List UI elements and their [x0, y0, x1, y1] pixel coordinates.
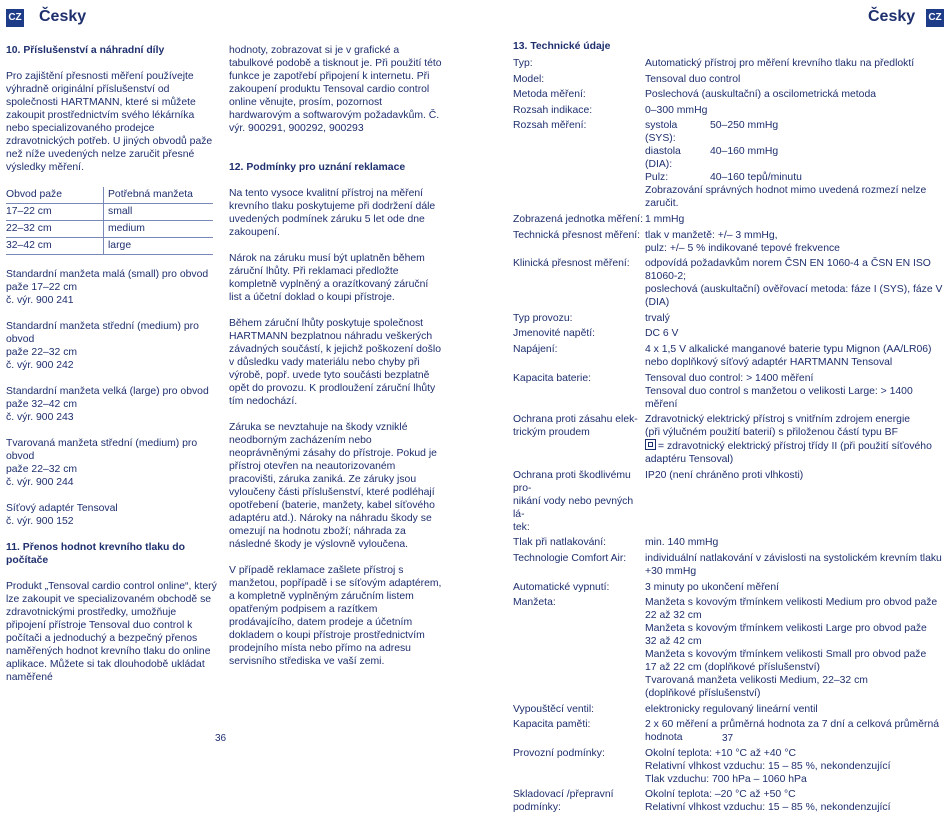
section-13-heading: 13. Technické údaje	[513, 41, 611, 52]
spec-label-line: Jmenovité napětí:	[513, 328, 596, 340]
section-11-heading: 11. Přenos hodnot krevního tlaku do počítače	[6, 542, 185, 566]
spec-label-line: Ochrana proti zásahu elek-	[513, 414, 638, 426]
spec-label	[513, 788, 645, 814]
spec-label-line: Typ:	[513, 58, 533, 69]
spec-value	[645, 747, 943, 786]
spec-label-line: Provozní podmínky:	[513, 747, 605, 759]
spec-value-line: (při výlučném použití baterií) s přiloženou částí typu BF	[645, 427, 898, 439]
table-header-arm: Obvod paže	[6, 187, 104, 204]
spec-value-line: elektronicky regulovaný lineární ventil	[645, 703, 818, 715]
spec-label-line: Skladovací /přepravní	[513, 789, 614, 801]
spec-row	[513, 119, 943, 210]
warranty-paragraph: V případě reklamace zašlete přístroj s manžetou, popřípadě i se síťovým adaptérem, a kompletně vyplněným záručním listem opatřeným podpisem a razítkem prodávajícího, datem prodeje a účetním dokladem o koupi přístroje prostřednictvím prodejního místa nebo přímo na adresu servisního střediska ve vaší zemi.	[229, 565, 442, 667]
spec-sub-key: systola (SYS):	[645, 120, 678, 145]
section-11-body: Produkt „Tensoval cardio control online“, který lze zakoupit ve specializovaném obchodě se zdravotnickými prostředky, umožňuje připojení přístroje Tensoval duo control k počítači a jednoduchý a bezpečný přenos naměřených hodnot krevního tlaku do online aplikace. Můžete si tak dlouhodobě ukládat naměřené	[6, 581, 217, 683]
spec-sub-value: 50–250 mmHg	[710, 120, 779, 132]
spec-value-line: Automatický přístroj pro měření krevního tlaku na předloktí	[645, 58, 915, 69]
spec-row	[513, 552, 943, 578]
table-row	[6, 221, 213, 238]
accessory-line: Síťový adaptér Tensoval	[6, 503, 118, 514]
spec-label-line: Klinická přesnost měření:	[513, 258, 630, 270]
spec-value-line: Tvarovaná manžeta velikosti Medium, 22–32 cm	[645, 675, 868, 687]
spec-label-line: Napájení:	[513, 343, 558, 355]
spec-label-line: Technologie Comfort Air:	[513, 552, 627, 564]
spec-label-line: Typ provozu:	[513, 312, 573, 324]
spec-value-line: Relativní vlhkost vzduchu: 15 – 85 %, nekondenzující	[645, 760, 891, 772]
spec-value-line: Tensoval duo control s manžetou o velikosti Large: > 1400 měření	[645, 385, 913, 410]
spec-label-line: Model:	[513, 73, 545, 85]
spec-label	[513, 469, 645, 534]
spec-value-line: Tensoval duo control: > 1400 měření	[645, 372, 814, 384]
spec-label-line: Metoda měření:	[513, 89, 586, 101]
spec-label	[513, 718, 645, 744]
spec-label-line: Vypouštěcí ventil:	[513, 703, 595, 715]
table-row	[6, 204, 213, 221]
spec-row	[513, 747, 943, 786]
spec-row	[513, 312, 943, 325]
accessory-item	[6, 385, 218, 424]
table-cell-arm: 32–42 cm	[6, 238, 104, 255]
accessory-line: č. výr. 900 152	[6, 516, 74, 527]
spec-value-line: adaptéru Tensoval)	[645, 454, 734, 466]
spec-value-line: trvalý	[645, 312, 670, 324]
spec-label-line: Rozsah měření:	[513, 120, 587, 132]
spec-value-line: +30 mmHg	[645, 565, 697, 577]
spec-label	[513, 73, 645, 86]
spec-value-line: 1 mmHg	[645, 213, 685, 225]
warranty-text	[229, 187, 443, 668]
spec-value	[645, 104, 943, 117]
spec-row	[513, 57, 943, 70]
spec-value	[645, 343, 943, 369]
warranty-paragraph: Během záruční lhůty poskytuje společnost HARTMANN bezplatnou náhradu veškerých závadných součástí, k jejichž poškození došlo v důsledku vady materiálu nebo chyby při výrobě, popř. uvede tyto součásti bezplatně opět do provozu. K prodloužení záruční lhůty tím nedochází.	[229, 318, 441, 407]
cuff-size-table	[6, 187, 213, 255]
spec-value	[645, 73, 943, 86]
table-cell-cuff: medium	[104, 221, 214, 238]
table-cell-arm: 17–22 cm	[6, 204, 104, 221]
spec-label	[513, 57, 645, 70]
spec-value-line: 0–300 mmHg	[645, 104, 708, 116]
protection-class-ii-icon	[645, 439, 656, 450]
technical-specs	[513, 57, 943, 817]
spec-label	[513, 104, 645, 117]
accessory-line: paže 17–22 cm	[6, 282, 78, 293]
spec-value-line: pulz: +/– 5 % indikované tepové frekvence	[645, 242, 840, 254]
spec-row	[513, 372, 943, 411]
spec-value-line: 3 minuty po ukončení měření	[645, 581, 779, 593]
table-header-row	[6, 187, 213, 204]
spec-row	[513, 213, 943, 226]
accessory-item	[6, 502, 218, 528]
spec-label	[513, 703, 645, 716]
spec-row	[513, 536, 943, 549]
column-1	[6, 44, 218, 697]
spec-row	[513, 104, 943, 117]
spec-label-line: podmínky:	[513, 802, 561, 814]
spec-label-line: Automatické vypnutí:	[513, 581, 610, 593]
spec-value-line: odpovídá požadavkům norem ČSN EN 1060-4 a ČSN EN ISO 81060-2;	[645, 258, 931, 283]
spec-value	[645, 469, 943, 534]
spec-label-line: Kapacita paměti:	[513, 719, 591, 731]
table-cell-cuff: large	[104, 238, 214, 255]
spec-value-line: 22 až 32 cm	[645, 610, 702, 622]
spec-row	[513, 88, 943, 101]
spec-sub-row	[645, 171, 943, 184]
spec-value-line: Manžeta s kovovým třmínkem velikosti Large pro obvod paže	[645, 623, 927, 635]
spec-row	[513, 73, 943, 86]
spec-value	[645, 536, 943, 549]
spec-value-line: IP20 (není chráněno proti vlhkosti)	[645, 469, 804, 481]
spec-value	[645, 229, 943, 255]
spec-value	[645, 552, 943, 578]
spec-row	[513, 343, 943, 369]
spec-label-line: trickým proudem	[513, 427, 590, 439]
spec-label-line: tek:	[513, 521, 530, 533]
accessory-line: Standardní manžeta malá (small) pro obvod	[6, 269, 209, 280]
spec-sub-value: 40–160 tepů/minutu	[710, 172, 802, 184]
spec-label-line: nikání vody nebo pevných lá-	[513, 495, 634, 520]
accessory-item	[6, 268, 218, 307]
spec-row	[513, 596, 943, 700]
table-row	[6, 238, 213, 255]
spec-label	[513, 596, 645, 700]
accessory-line: paže 22–32 cm	[6, 347, 78, 358]
spec-value	[645, 372, 943, 411]
spec-value	[645, 213, 943, 226]
spec-sub-value: 40–160 mmHg	[710, 146, 779, 158]
section-10-heading: 10. Příslušenství a náhradní díly	[6, 45, 165, 56]
spec-value-line: 4 x 1,5 V alkalické manganové baterie typu Mignon (AA/LR06)	[645, 343, 932, 355]
spec-label	[513, 229, 645, 255]
spec-sub-key: Pulz:	[645, 172, 669, 184]
spec-value-line: Tlak vzduchu: 700 hPa – 1060 hPa	[645, 773, 807, 785]
spec-row	[513, 257, 943, 309]
spec-label	[513, 413, 645, 466]
page-title-left: Česky	[39, 8, 87, 25]
spec-value	[645, 119, 943, 210]
spec-row	[513, 327, 943, 340]
spec-sub-row	[645, 145, 943, 171]
spec-label	[513, 747, 645, 786]
spec-value-line: individuální natlakování v závislosti na systolickém krevním tlaku	[645, 552, 942, 564]
warranty-paragraph: Na tento vysoce kvalitní přístroj na měření krevního tlaku poskytujeme při dodržení dále uvedených podmínek záruku 5 let ode dne zakoupení.	[229, 188, 436, 238]
spec-value-line: Manžeta s kovovým třmínkem velikosti Small pro obvod paže	[645, 649, 927, 661]
spec-value-line: Zobrazování správných hodnot mimo uvedená rozmezí nelze zaručit.	[645, 185, 927, 210]
accessory-line: Standardní manžeta střední (medium) pro obvod	[6, 321, 199, 345]
spec-value	[645, 312, 943, 325]
spec-value-line: (doplňkové příslušenství)	[645, 688, 761, 700]
page-number-right: 37	[722, 733, 734, 744]
spec-row	[513, 703, 943, 716]
spec-value-line: 2 x 60 měření a průměrná hodnota za 7 dní a celková průměrná	[645, 719, 939, 731]
spec-label	[513, 372, 645, 411]
language-badge-right: CZ	[926, 9, 944, 27]
spec-label	[513, 257, 645, 309]
accessory-line: paže 32–42 cm	[6, 399, 78, 410]
spec-value-line: DC 6 V	[645, 328, 679, 340]
spec-label-line: Technická přesnost měření:	[513, 229, 641, 241]
spec-label-line: Rozsah indikace:	[513, 104, 593, 116]
spec-value-line: poslechová (auskultační) ověřovací metoda: fáze I (SYS), fáze V (DIA)	[645, 284, 943, 309]
accessory-line: č. výr. 900 244	[6, 477, 74, 488]
spec-value-line: nebo doplňkový síťový adaptér HARTMANN Tensoval	[645, 356, 893, 368]
spec-row	[513, 788, 943, 814]
spec-value-line: 32 až 42 cm	[645, 636, 702, 648]
section-10-intro: Pro zajištění přesnosti měření používejte výhradně originální příslušenství od společnosti HARTMANN, které si můžete zakoupit prostřednictvím svého lékárníka nebo specializovaného prodejce zdravotnických potřeb. U jiných obvodů paže než níže uvedených nelze zaručit přesné výsledky měření.	[6, 71, 213, 173]
accessory-item	[6, 437, 218, 489]
spec-label-line: Tlak při natlakování:	[513, 537, 606, 549]
page-title-right: Česky	[868, 8, 916, 25]
spec-value-line	[645, 439, 943, 453]
spec-value	[645, 88, 943, 101]
spec-value-line: Poslechová (auskultační) a oscilometrická metoda	[645, 89, 877, 101]
section-11-continued: hodnoty, zobrazovat si je v grafické a tabulkové podobě a tisknout je. Při použití této funkce je zapotřebí připojení k internetu. Při zakoupení produktu Tensoval cardio control online věnujte, prosím, pozornost hardwarovým a softwarovým požadavkům. Č. výr. 900291, 900292, 900293	[229, 45, 442, 134]
accessory-line: č. výr. 900 242	[6, 360, 74, 371]
accessory-line: č. výr. 900 243	[6, 412, 74, 423]
spec-label	[513, 213, 645, 226]
warranty-paragraph: Záruka se nevztahuje na škody vzniklé neodborným zacházením nebo neoprávněnými zásahy do přístroje. Pokud je přístroj otevřen na neautorizovaném pracovišti, záruka zaniká. Ze záruky jsou vyloučeny části příslušenství, které podléhají opotřebení (baterie, manžety, kabel síťového adaptéru atd.). Nároky na náhradu škody se omezují na hodnotu zboží; náhrada za následné škody je výslovně vyloučena.	[229, 422, 437, 550]
warranty-paragraph: Nárok na záruku musí být uplatněn během záruční lhůty. Při reklamaci předložte kompletně vyplněný a orazítkovaný záruční list a účetní doklad o koupi přístroje.	[229, 253, 429, 303]
accessory-list	[6, 268, 218, 528]
spec-value-line: Tensoval duo control	[645, 73, 741, 85]
spec-sub-key: diastola (DIA):	[645, 146, 681, 171]
spec-row	[513, 581, 943, 594]
table-header-cuff: Potřebná manžeta	[104, 187, 214, 204]
accessory-item	[6, 320, 218, 372]
spec-value-line: Okolní teplota: –20 °C až +50 °C	[645, 789, 796, 801]
section-12-heading: 12. Podmínky pro uznání reklamace	[229, 162, 406, 173]
spec-row	[513, 413, 943, 466]
accessory-line: paže 22–32 cm	[6, 464, 78, 475]
spec-value-line: Okolní teplota: +10 °C až +40 °C	[645, 747, 796, 759]
spec-label	[513, 536, 645, 549]
spec-label-line: Zobrazená jednotka měření:	[513, 213, 643, 225]
accessory-line: č. výr. 900 241	[6, 295, 74, 306]
spec-label	[513, 552, 645, 578]
spec-value-line: Relativní vlhkost vzduchu: 15 – 85 %, nekondenzující	[645, 802, 891, 814]
spec-value-line: 17 až 22 cm (doplňkové příslušenství)	[645, 662, 820, 674]
spec-label-line: Manžeta:	[513, 597, 556, 609]
accessory-line: Standardní manžeta velká (large) pro obvod	[6, 386, 209, 397]
spec-label	[513, 119, 645, 210]
spec-sub-row	[645, 119, 943, 145]
spec-value-line: tlak v manžetě: +/– 3 mmHg,	[645, 229, 778, 241]
spec-row	[513, 469, 943, 534]
spec-value-line: Manžeta s kovovým třmínkem velikosti Medium pro obvod paže	[645, 597, 938, 609]
spec-value-line: Zdravotnický elektrický přístroj s vnitřním zdrojem energie	[645, 414, 911, 426]
spec-value	[645, 257, 943, 309]
spec-value	[645, 57, 943, 70]
spec-label	[513, 88, 645, 101]
table-cell-cuff: small	[104, 204, 214, 221]
spec-label	[513, 343, 645, 369]
spec-value	[645, 596, 943, 700]
spec-label	[513, 581, 645, 594]
spec-label	[513, 312, 645, 325]
column-2	[229, 44, 443, 681]
spec-value	[645, 327, 943, 340]
spec-row	[513, 229, 943, 255]
spec-value	[645, 581, 943, 594]
page-number-left: 36	[215, 733, 227, 744]
spec-value	[645, 703, 943, 716]
spec-value	[645, 413, 943, 466]
language-badge-left: CZ	[6, 9, 24, 27]
spec-value-line: min. 140 mmHg	[645, 537, 719, 549]
spec-label	[513, 327, 645, 340]
table-cell-arm: 22–32 cm	[6, 221, 104, 238]
spec-icon-text: = zdravotnický elektrický přístroj třídy II (při použití síťového	[658, 441, 932, 453]
spec-value	[645, 718, 943, 744]
accessory-line: Tvarovaná manžeta střední (medium) pro obvod	[6, 438, 198, 462]
spec-label-line: Ochrana proti škodlivému pro-	[513, 469, 631, 494]
spec-label-line: Kapacita baterie:	[513, 372, 591, 384]
spec-value-line: hodnota	[645, 732, 683, 744]
spec-value	[645, 788, 943, 814]
